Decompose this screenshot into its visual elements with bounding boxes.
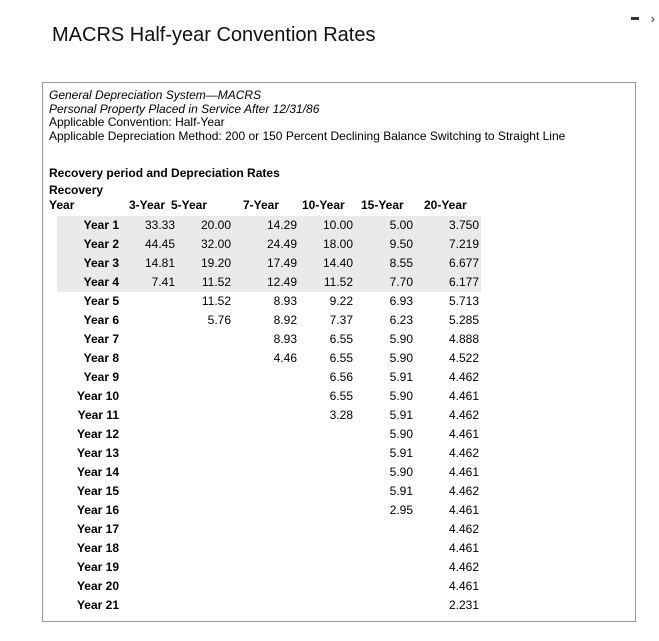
meta-convention: Applicable Convention: Half-Year [49,115,225,129]
row-label: Year 18 [76,541,119,555]
table-cell: 7.37 [329,313,353,327]
table-cell: 12.49 [266,275,297,289]
table-cell: 14.29 [266,218,297,232]
table-row [57,292,481,311]
table-cell: 6.55 [329,351,353,365]
table-cell: 3.750 [448,218,479,232]
row-label: Year 1 [83,218,119,232]
meta-system: General Depreciation System—MACRS [49,88,262,102]
page-title: MACRS Half-year Convention Rates [52,24,376,46]
table-row [57,368,481,387]
table-row [57,539,481,558]
table-cell: 5.90 [389,332,413,346]
table-row [57,501,481,520]
table-cell: 44.45 [144,237,175,251]
table-cell: 5.90 [389,465,413,479]
table-row [57,425,481,444]
row-label: Year 10 [76,389,119,403]
chevron-right-icon[interactable]: › [650,11,655,26]
meta-method: Applicable Depreciation Method: 200 or 150 Percent Declining Balance Switching to Straight Line [49,128,566,143]
table-row [57,558,481,577]
row-label: Year 19 [76,560,119,574]
table-row [57,330,481,349]
table-row [57,482,481,501]
table-cell: 5.90 [389,351,413,365]
table-row [57,273,481,292]
table-cell: 2.231 [448,598,479,612]
table-row [57,311,481,330]
meta-property: Personal Property Placed in Service After 12/31/86 [49,101,320,116]
table-cell: 20.00 [200,218,231,232]
table-cell: 6.177 [448,275,479,289]
table-row [57,463,481,482]
window-controls [631,12,655,25]
recovery-label: Recovery [49,183,104,197]
table-cell: 6.55 [329,332,353,346]
table-cell: 4.461 [448,579,479,593]
table-row [57,235,481,254]
row-label: Year 4 [83,275,119,289]
table-cell: 9.50 [389,237,413,251]
row-label: Year 17 [76,522,119,536]
table-cell: 5.91 [389,446,413,460]
column-header: 3-Year [129,198,166,212]
column-header: 5-Year [171,198,208,212]
row-label: Year 11 [77,408,119,422]
table-cell: 11.52 [201,294,231,308]
table-cell: 8.93 [273,294,297,308]
table-cell: 32.00 [200,237,231,251]
row-label: Year 12 [76,427,119,441]
table-row [57,387,481,406]
table-cell: 19.20 [200,256,231,270]
table-cell: 4.462 [448,522,479,536]
table-cell: 14.40 [322,256,353,270]
table-row [57,254,481,273]
recovery-year-label [49,183,103,212]
table-cell: 5.00 [389,218,413,232]
row-label: Year 16 [76,503,119,517]
table-cell: 4.461 [448,427,479,441]
table-cell: 9.22 [329,294,353,308]
row-label: Year 13 [76,446,119,460]
table-cell: 8.92 [273,313,297,327]
table-cell: 2.95 [389,503,413,517]
table-cell: 6.93 [389,294,413,308]
table-cell: 8.93 [273,332,297,346]
table-cell: 4.461 [448,465,479,479]
table-cell: 8.55 [389,256,413,270]
table-cell: 6.55 [329,389,353,403]
column-header: 10-Year [302,198,345,212]
table-heading: Recovery period and Depreciation Rates [49,166,280,180]
row-label: Year 21 [76,598,119,612]
table-cell: 4.462 [448,370,479,384]
table-row [57,520,481,539]
table-row [57,444,481,463]
column-header: 7-Year [243,198,280,212]
column-header: 20-Year [424,198,467,212]
table-cell: 4.461 [448,389,479,403]
minimize-icon[interactable] [631,17,639,20]
table-cell: 4.522 [448,351,479,365]
table-cell: 5.90 [389,389,413,403]
table-row [57,577,481,596]
rates-panel [42,82,636,622]
table-cell: 6.677 [448,256,479,270]
table-cell: 33.33 [144,218,175,232]
table-cell: 11.52 [323,275,353,289]
table-cell: 4.462 [448,446,479,460]
table-cell: 7.70 [389,275,413,289]
table-row [57,406,481,425]
table-cell: 4.462 [448,408,479,422]
year-label: Year [49,197,75,212]
table-cell: 5.91 [389,484,413,498]
row-label: Year 2 [83,237,119,251]
table-cell: 4.888 [448,332,479,346]
row-label: Year 14 [76,465,119,479]
table-cell: 7.219 [448,237,479,251]
table-cell: 5.76 [207,313,231,327]
table-cell: 5.91 [389,370,413,384]
row-label: Year 15 [76,484,119,498]
table-cell: 4.46 [273,351,297,365]
system-info [49,89,565,143]
table-cell: 11.52 [201,275,231,289]
table-cell: 4.462 [448,560,479,574]
table-cell: 5.713 [448,294,479,308]
row-label: Year 8 [83,351,119,365]
table-cell: 18.00 [322,237,353,251]
row-label: Year 5 [83,294,119,308]
table-cell: 4.461 [448,503,479,517]
table-cell: 10.00 [322,218,353,232]
table-cell: 4.462 [448,484,479,498]
table-cell: 6.56 [329,370,353,384]
table-cell: 5.90 [389,427,413,441]
row-label: Year 6 [83,313,119,327]
table-row [57,596,481,615]
row-label: Year 20 [76,579,119,593]
table-cell: 17.49 [266,256,297,270]
table-row [57,349,481,368]
table-cell: 6.23 [389,313,413,327]
row-label: Year 3 [83,256,119,270]
table-row [57,216,481,235]
table-cell: 4.461 [448,541,479,555]
table-cell: 3.28 [329,408,353,422]
table-cell: 14.81 [144,256,175,270]
table-cell: 24.49 [266,237,297,251]
table-body [57,216,481,615]
row-label: Year 7 [83,332,119,346]
column-header: 15-Year [361,198,404,212]
row-label: Year 9 [83,370,119,384]
table-cell: 7.41 [151,275,175,289]
table-cell: 5.285 [448,313,479,327]
table-cell: 5.91 [389,408,413,422]
